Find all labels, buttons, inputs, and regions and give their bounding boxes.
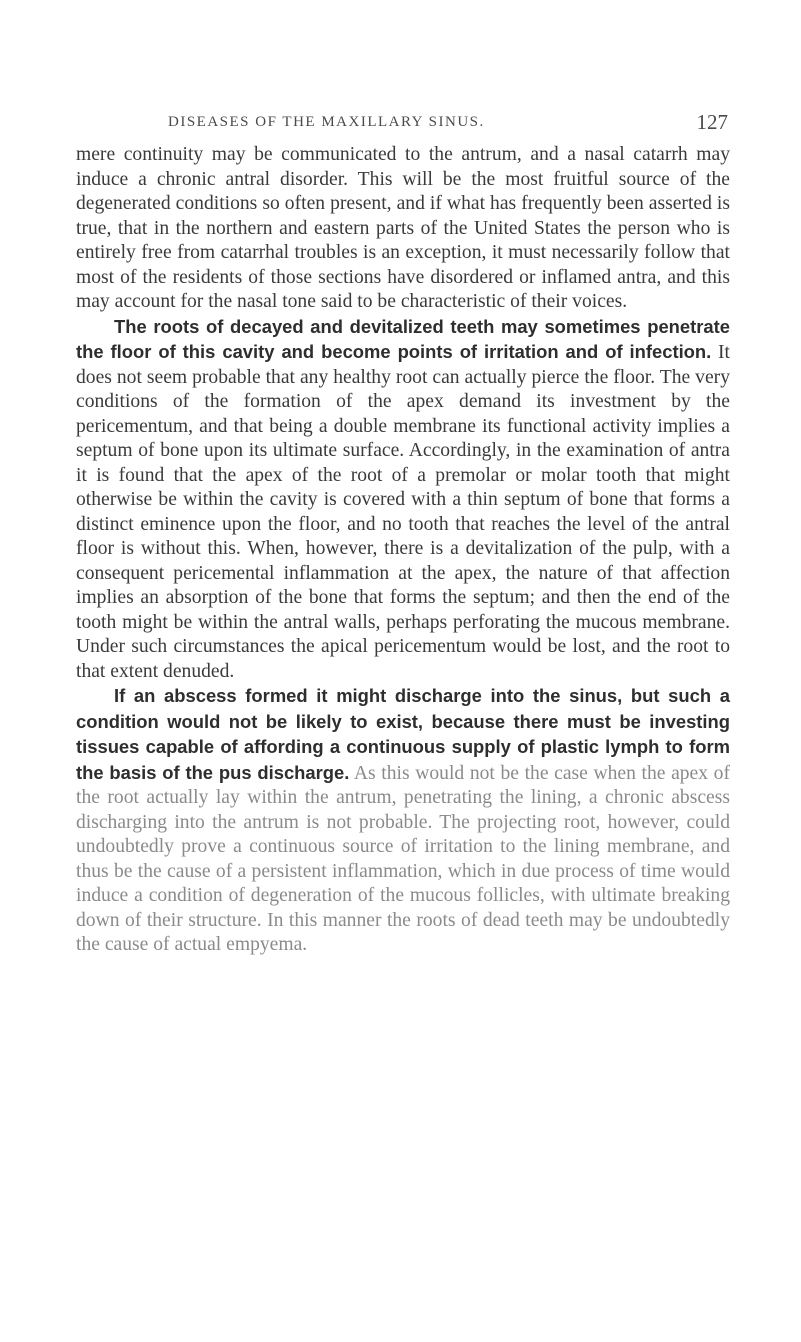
paragraph-1-text: mere continuity may be communicated to the antrum, and a nasal catarrh may induce a chronic antral disorder. This will be the most fruitful source of the degenerated conditions so often present, and if what has frequently been asserted is true, that in the northern and eastern parts of the United States the person who is entirely free from catarrhal troubles is an exception, it must necessarily follow that most of the residents of those sections have disordered or inflamed antra, and this may account for the nasal tone said to be characteristic of their voices. [76,144,730,312]
paragraph-2-text: It does not seem probable that any healthy root can actually pierce the floor. The very conditions of the formation of the apex demand its investment by the pericementum, and that being a double membrane its functional activity implies a septum of bone upon its ultimate surface. Accordingly, in the examination of antra it is found that the apex of the root of a premolar or molar tooth that might otherwise be within the cavity is covered with a thin septum of bone that forms a distinct eminence upon the floor, and no tooth that reaches the level of the antral floor is without this. When, however, there is a devitalization of the pulp, with a consequent pericemental inflammation at the apex, the nature of that affection implies an absorption of the bone that forms the septum; and then the end of the tooth might be within the antral walls, perhaps perforating the mucous membrane. Under such circumstances the apical pericementum would be lost, and the root to that extent denuded. [76,342,730,682]
paragraph-2 [76,315,730,685]
paragraph-3 [76,684,730,958]
paragraph-3-text: As this would not be the case when the apex of the root actually lay within the antrum, penetrating the lining, a chronic abscess discharging into the antrum is not probable. The projecting root, however, could undoubtedly prove a continuous source of irritation to the lining membrane, and thus be the cause of a persistent inflammation, which in due process of time would induce a condition of degeneration of the mucous follicles, with ultimate breaking down of their structure. In this manner the roots of dead teeth may be undoubtedly the cause of actual empyema. [76,762,730,955]
paragraph-3-bold-lead: If an abscess formed it might discharge into the sinus, but such a condition would not be likely to exist, because there must be investing tissues capable of affording a continuous supply of plastic lymph to form the basis of the pus discharge. [76,685,730,783]
running-title: DISEASES OF THE MAXILLARY SINUS. [168,114,485,130]
running-head [168,110,728,134]
paragraph-2-bold-lead: The roots of decayed and devitalized teeth may sometimes penetrate the floor of this cavity and become points of irritation and of infection. [76,315,730,362]
paragraph-1 [76,143,730,315]
page-number: 127 [696,110,728,134]
body-text [76,143,730,958]
